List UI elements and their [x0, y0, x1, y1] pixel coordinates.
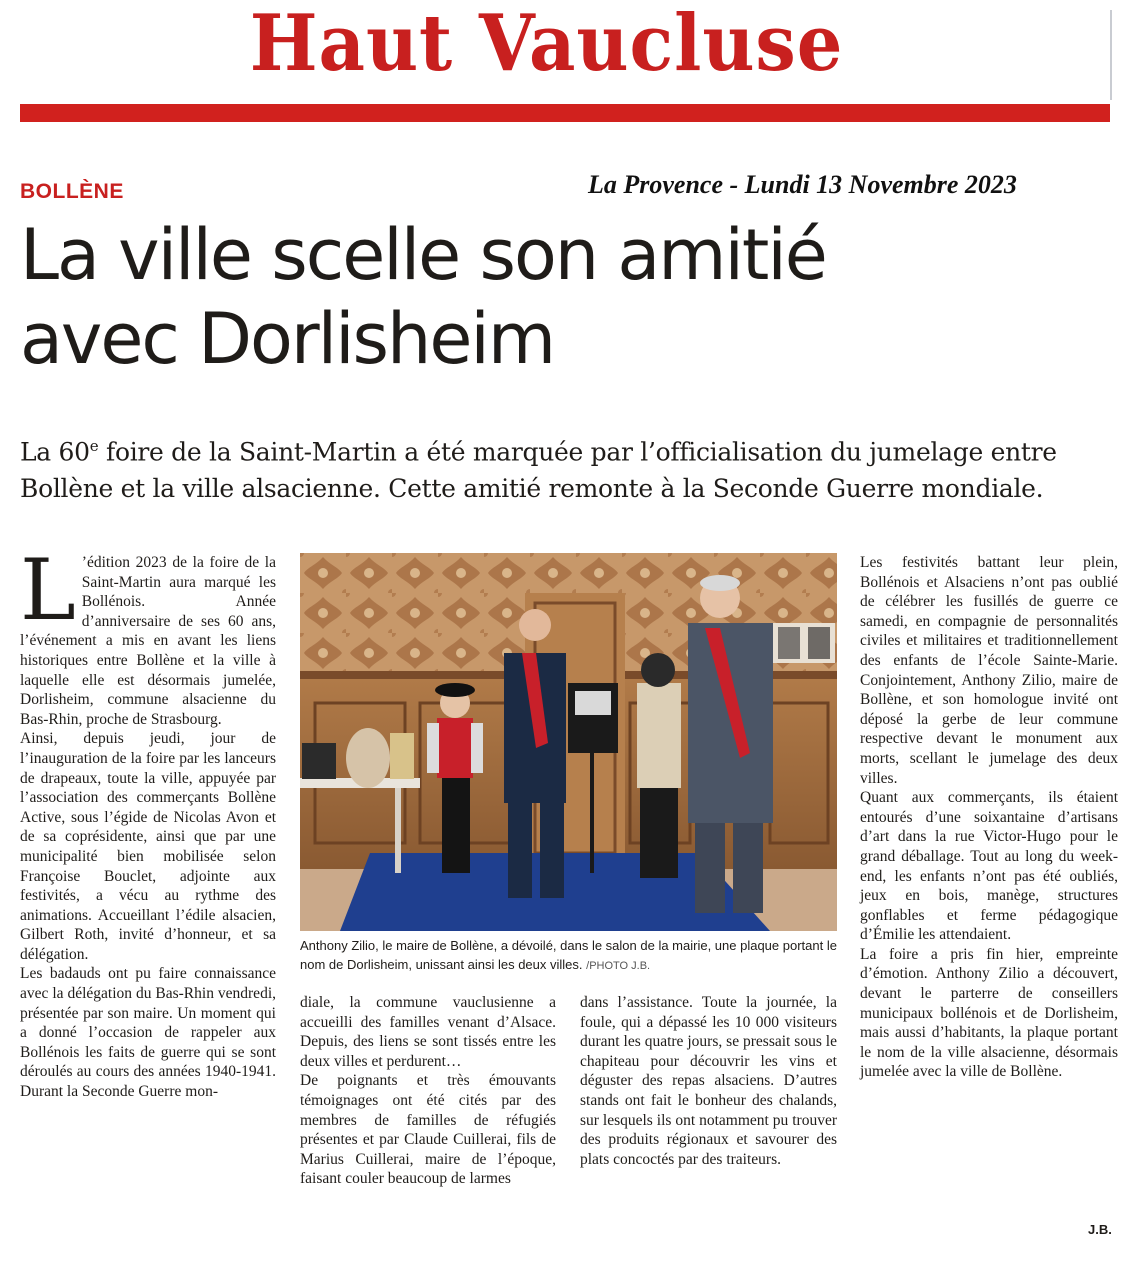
photo-credit: /PHOTO J.B. [586, 960, 651, 972]
paragraph: Les badauds ont pu faire connaissance avec la délégation du Bas-Rhin vendredi, présentée par son maire. Un moment qui a donné l’occasion de rappeler aux Bollénois les faits de guerre qui se sont déroulés au cours des années 1940-1941. Durant la Seconde Guerre mon- [20, 965, 276, 1101]
article-photo [300, 553, 837, 931]
headline-line-2: avec Dorlisheim [20, 298, 555, 380]
source-dateline: La Provence - Lundi 13 Novembre 2023 [588, 170, 1017, 199]
paragraph: Les festivités battant leur plein, Bollénois et Alsaciens n’ont pas oublié de célébrer les fusillés de guerre ce samedi, en compagnie de personnalités civiles et militaires et traditionnellement des enfants de l’école Sainte-Marie. Conjointement, Anthony Zilio, maire de Bollène, et son homologue invité ont déposé la gerbe de leur commune respective devant le monument aux morts, scellant le jumelage des deux villes. [860, 554, 1118, 787]
paragraph: La foire a pris fin hier, empreinte d’émotion. Anthony Zilio a découvert, devant le parterre de conseillers municipaux bollénois et de Dorlisheim, mais aussi d’habitants, la plaque portant le nom de la ville alsacienne, désormais jumelée avec la ville de Bollène. [860, 945, 1118, 1081]
column-3 [580, 993, 837, 1169]
masthead-rule [20, 104, 1110, 122]
standfirst-rest: foire de la Saint-Martin a été marquée par l’officialisation du jumelage entre Bollène et la ville alsacienne. Cette amitié remonte à la Seconde Guerre mondiale. [20, 437, 1057, 504]
caption-text: Anthony Zilio, le maire de Bollène, a dévoilé, dans le salon de la mairie, une plaque portant le nom de Dorlisheim, unissant ainsi les deux villes. [300, 938, 837, 972]
headline-line-1: La ville scelle son amitié [20, 214, 826, 296]
column-1 [20, 541, 276, 1102]
standfirst [20, 428, 1120, 507]
edge-mark [1110, 10, 1112, 100]
paragraph: Ainsi, depuis jeudi, jour de l’inauguration de la foire par les lanceurs de drapeaux, toute la ville, appuyée par l’association des commerçants Bollène Active, sous l’égide de Nicolas Avon et de sa coprésidente, ainsi que par une municipalité bien mobilisée selon Françoise Bouclet, adjointe aux festivités, a vécu au rythme des animations. Accueillant l’édile alsacien, Gilbert Roth, invité d’honneur, et sa délégation. [20, 730, 276, 963]
headline [20, 213, 1020, 381]
paragraph: diale, la commune vauclusienne a accueilli des familles venant d’Alsace. Depuis, des liens se sont tissés entre les deux villes et perdurent… [300, 994, 556, 1070]
masthead [0, 0, 1134, 89]
section-kicker: BOLLÈNE [20, 180, 124, 203]
drop-cap: L [20, 541, 76, 639]
column-4 [860, 553, 1118, 1082]
paragraph: De poignants et très émouvants témoignages ont été cités par des membres de familles de réfugiés présentes et par Claude Cuillerai, fils de Marius Cuillerai, maire de l’époque, faisant couler beaucoup de larmes [300, 1072, 556, 1188]
paragraph: dans l’assistance. Toute la journée, la foule, qui a dépassé les 10 000 visiteurs durant les quatre jours, se pressait sous le chapiteau pour découvrir les vins et déguster des repas alsaciens. D’autres stands ont fait le bonheur des chalands, sur lesquels ils ont notamment pu trouver des produits régionaux et savourer des plats concoctés par des traiteurs. [580, 994, 837, 1168]
masthead-title: Haut Vaucluse [250, 0, 844, 89]
author-signature: J.B. [1088, 1222, 1112, 1237]
column-2 [300, 993, 556, 1189]
paragraph: Quant aux commerçants, ils étaient entourés d’une soixantaine d’artisans d’art dans la rue Victor-Hugo pour le grand déballage. Tout au long du week-end, les enfants n’ont pas été oubliés, jeux en bois, manège, structures gonflables et ferme pédagogique d’Émilie les attendaient. [860, 789, 1118, 944]
standfirst-start: La 60 [20, 437, 90, 467]
photo-caption [300, 936, 840, 976]
standfirst-superscript: e [89, 437, 99, 455]
paragraph: ’édition 2023 de la foire de la Saint-Martin aura marqué les Bollénois. Année d’anniversaire de ses 60 ans, l’événement a mis en avant les liens historiques entre Bollène et la ville à laquelle elle est désormais jumelée, Dorlisheim, commune alsacienne du Bas-Rhin, proche de Strasbourg. [20, 554, 276, 728]
